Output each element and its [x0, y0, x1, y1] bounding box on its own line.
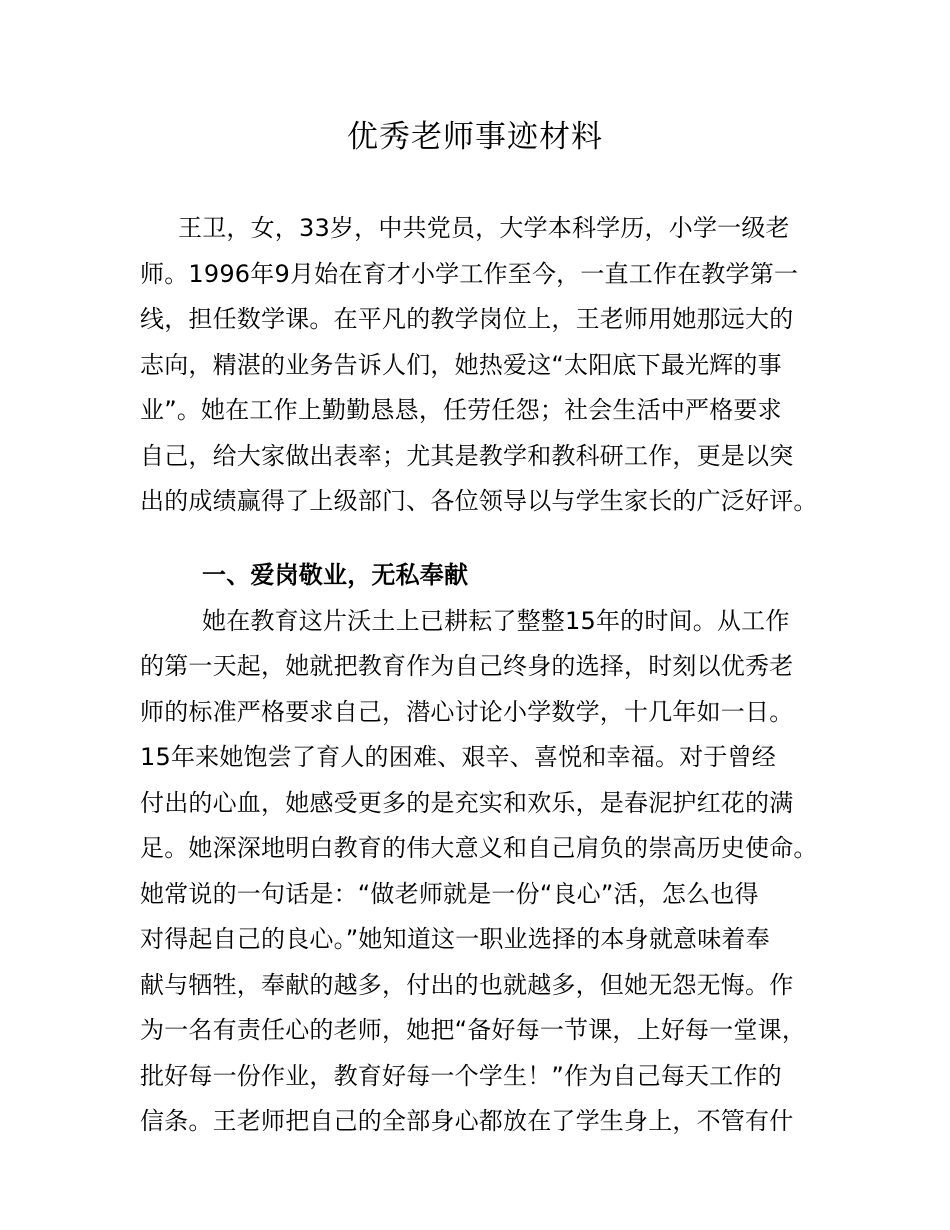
paragraph-line: 批好每一份作业，教育好每一个学生！”作为自己每天工作的 [140, 1061, 782, 1090]
paragraph-line: 足。她深深地明白教育的伟大意义和自己肩负的崇高历史使命。 [140, 834, 818, 862]
paragraph-line: 付出的心血，她感受更多的是充实和欢乐，是春泥护红花的满 [140, 788, 794, 817]
paragraph-line: 对得起自己的良心。”她知道这一职业选择的本身就意味着奉 [140, 925, 770, 953]
paragraph-line: 15年来她饱尝了育人的困难、艰辛、喜悦和幸福。对于曾经 [140, 743, 776, 771]
intro-paragraph [140, 206, 820, 525]
paragraph-line: 的第一天起，她就把教育作为自己终身的选择，时刻以优秀老 [140, 652, 794, 680]
paragraph-line: 她常说的一句话是：“做老师就是一份“良心”活，怎么也得 [140, 879, 759, 908]
paragraph-line: 师的标准严格要求自己，潜心讨论小学数学，十几年如一日。 [140, 697, 794, 726]
paragraph-line: 自己，给大家做出表率；尤其是教学和教科研工作，更是以突 [140, 441, 794, 470]
paragraph-line: 为一名有责任心的老师，她把“备好每一节课，上好每一堂课， [140, 1016, 807, 1044]
paragraph-line: 线，担任数学课。在平凡的教学岗位上，王老师用她那远大的 [140, 305, 794, 333]
paragraph-line: 志向，精湛的业务告诉人们，她热爱这“太阳底下最光辉的事 [140, 350, 782, 379]
paragraph-line: 信条。王老师把自己的全部身心都放在了学生身上，不管有什 [140, 1107, 794, 1135]
paragraph-line: 出的成绩赢得了上级部门、各位领导以与学生家长的广泛好评。 [140, 487, 818, 515]
section-1 [140, 553, 820, 1145]
paragraph-line: 献与牺牲，奉献的越多，付出的也就越多，但她无怨无悔。作 [140, 970, 794, 999]
paragraph-line: 业”。她在工作上勤勤恳恳，任劳任怨；社会生活中严格要求 [140, 396, 782, 424]
paragraph-line: 她在教育这片沃土上已耕耘了整整15年的时间。从工作 [202, 606, 790, 635]
paragraph-line: 师。1996年9月始在育才小学工作至今，一直工作在教学第一 [140, 259, 799, 288]
section-heading: 一、爱岗敬业，无私奉献 [202, 561, 469, 589]
paragraph-line: 王卫，女，33岁，中共党员，大学本科学历，小学一级老 [178, 214, 790, 242]
document-title: 优秀老师事迹材料 [347, 119, 603, 155]
